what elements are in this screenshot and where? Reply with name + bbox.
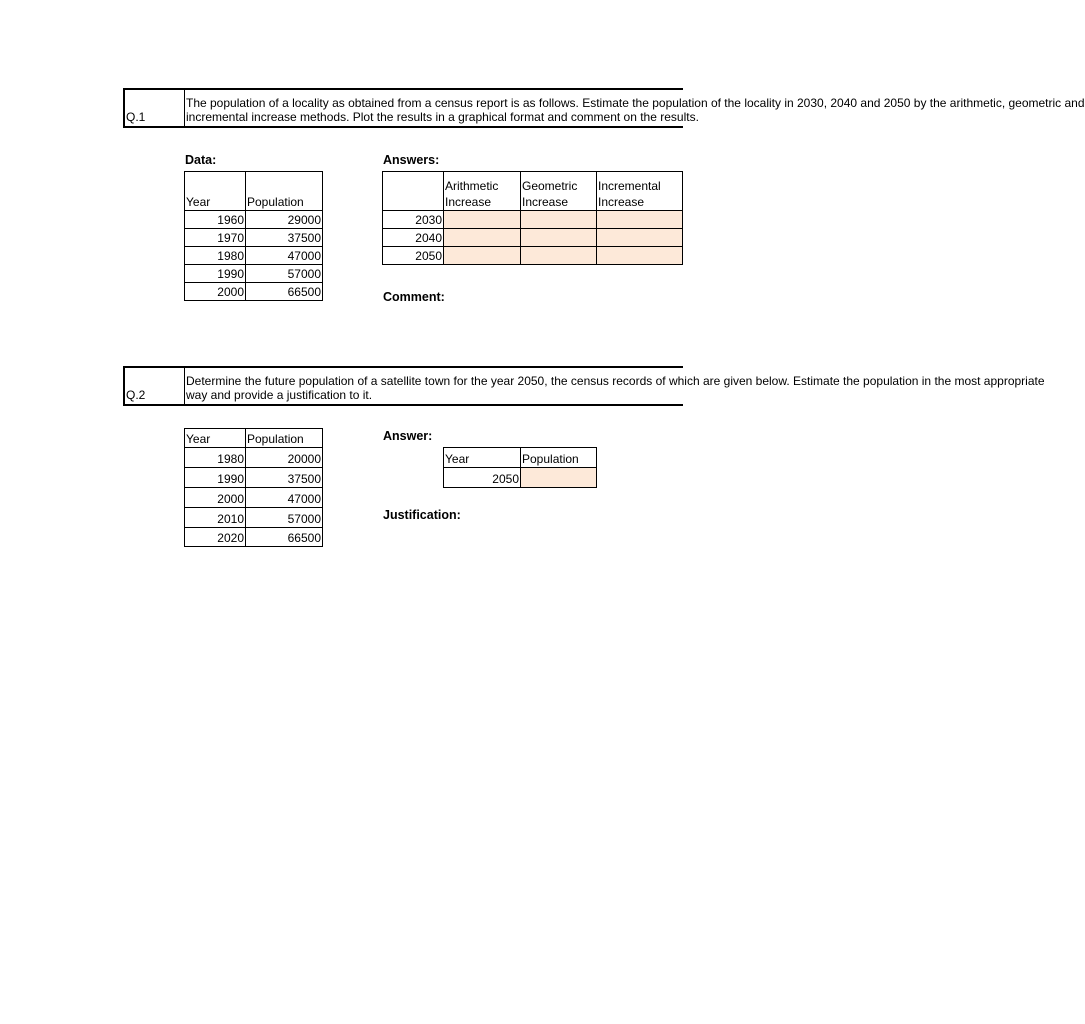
table-header-row: [185, 429, 323, 448]
answer-year-cell[interactable]: 2050: [383, 247, 444, 265]
year-cell[interactable]: 2000: [185, 488, 246, 508]
question-1-text: [186, 96, 1085, 124]
header-line: Arithmetic: [445, 179, 499, 193]
table-row: [185, 265, 323, 283]
table-row: [383, 247, 683, 265]
table-row: [185, 528, 323, 547]
year-cell[interactable]: 1990: [185, 265, 246, 283]
year-cell[interactable]: 1980: [185, 448, 246, 468]
question-2-box: [123, 366, 1045, 406]
q2-data-table: [184, 428, 323, 547]
arithmetic-answer-cell[interactable]: [444, 211, 521, 229]
table-row: [185, 468, 323, 488]
table-row: [383, 229, 683, 247]
question-1-text-line: incremental increase methods. Plot the results in a graphical format and comment on the results.: [186, 110, 699, 124]
population-cell[interactable]: 37500: [246, 229, 323, 247]
q2-answer-table: [443, 447, 597, 488]
answer-year-cell[interactable]: 2050: [444, 468, 521, 488]
column-header-arithmetic: [444, 172, 521, 211]
arithmetic-answer-cell[interactable]: [444, 247, 521, 265]
q1-answers-table: [382, 171, 683, 265]
year-cell[interactable]: 1960: [185, 211, 246, 229]
table-header-row: [185, 172, 323, 211]
table-row: [185, 448, 323, 468]
question-1-box: [123, 88, 1085, 128]
table-row: [185, 488, 323, 508]
answer-label: Answer:: [383, 429, 433, 443]
question-1-number: Q.1: [125, 90, 185, 126]
incremental-answer-cell[interactable]: [597, 229, 683, 247]
table-header-row: [444, 448, 597, 468]
population-cell[interactable]: 57000: [246, 265, 323, 283]
header-line: Increase: [598, 195, 645, 209]
header-line: Increase: [445, 195, 492, 209]
column-header-year: Year: [444, 448, 521, 468]
table-row: [185, 508, 323, 528]
column-header-population: Population: [246, 172, 323, 211]
table-header-row: [383, 172, 683, 211]
column-header-incremental: [597, 172, 683, 211]
year-cell[interactable]: 2020: [185, 528, 246, 547]
incremental-answer-cell[interactable]: [597, 247, 683, 265]
table-row: [185, 283, 323, 301]
q1-data-table: [184, 171, 323, 301]
question-1-text-line: The population of a locality as obtained from a census report is as follows. Estimate the population of the locality in 2030, 2040 and 2050 by the arithmetic, geometric and: [186, 96, 1085, 110]
justification-label: Justification:: [383, 508, 461, 522]
year-cell[interactable]: 1970: [185, 229, 246, 247]
incremental-answer-cell[interactable]: [597, 211, 683, 229]
arithmetic-answer-cell[interactable]: [444, 229, 521, 247]
year-cell[interactable]: 2010: [185, 508, 246, 528]
population-cell[interactable]: 29000: [246, 211, 323, 229]
population-cell[interactable]: 66500: [246, 528, 323, 547]
column-header-year: Year: [185, 429, 246, 448]
comment-label: Comment:: [383, 290, 445, 304]
question-2-text-line: way and provide a justification to it.: [186, 388, 373, 402]
column-header-geometric: [521, 172, 597, 211]
answers-label: Answers:: [383, 153, 440, 167]
column-header-population: Population: [521, 448, 597, 468]
answer-year-cell[interactable]: 2030: [383, 211, 444, 229]
population-cell[interactable]: 47000: [246, 488, 323, 508]
question-2-number: Q.2: [125, 368, 185, 404]
population-cell[interactable]: 57000: [246, 508, 323, 528]
population-cell[interactable]: 20000: [246, 448, 323, 468]
table-row: [185, 211, 323, 229]
geometric-answer-cell[interactable]: [521, 247, 597, 265]
year-cell[interactable]: 2000: [185, 283, 246, 301]
population-cell[interactable]: 66500: [246, 283, 323, 301]
year-cell[interactable]: 1980: [185, 247, 246, 265]
table-row: [185, 229, 323, 247]
table-row: [383, 211, 683, 229]
blank-header-cell: [383, 172, 444, 211]
table-row: [185, 247, 323, 265]
data-label: Data:: [185, 153, 217, 167]
header-line: Geometric: [522, 179, 578, 193]
column-header-population: Population: [246, 429, 323, 448]
year-cell[interactable]: 1990: [185, 468, 246, 488]
population-cell[interactable]: 47000: [246, 247, 323, 265]
header-line: Increase: [522, 195, 569, 209]
population-cell[interactable]: 37500: [246, 468, 323, 488]
geometric-answer-cell[interactable]: [521, 211, 597, 229]
population-answer-cell[interactable]: [521, 468, 597, 488]
header-line: Incremental: [598, 179, 661, 193]
geometric-answer-cell[interactable]: [521, 229, 597, 247]
table-row: [444, 468, 597, 488]
question-2-text: [186, 374, 1045, 402]
answer-year-cell[interactable]: 2040: [383, 229, 444, 247]
question-2-text-line: Determine the future population of a satellite town for the year 2050, the census records of which are given below. Estimate the population in the most appropriate: [186, 374, 1045, 388]
column-header-year: Year: [185, 172, 246, 211]
